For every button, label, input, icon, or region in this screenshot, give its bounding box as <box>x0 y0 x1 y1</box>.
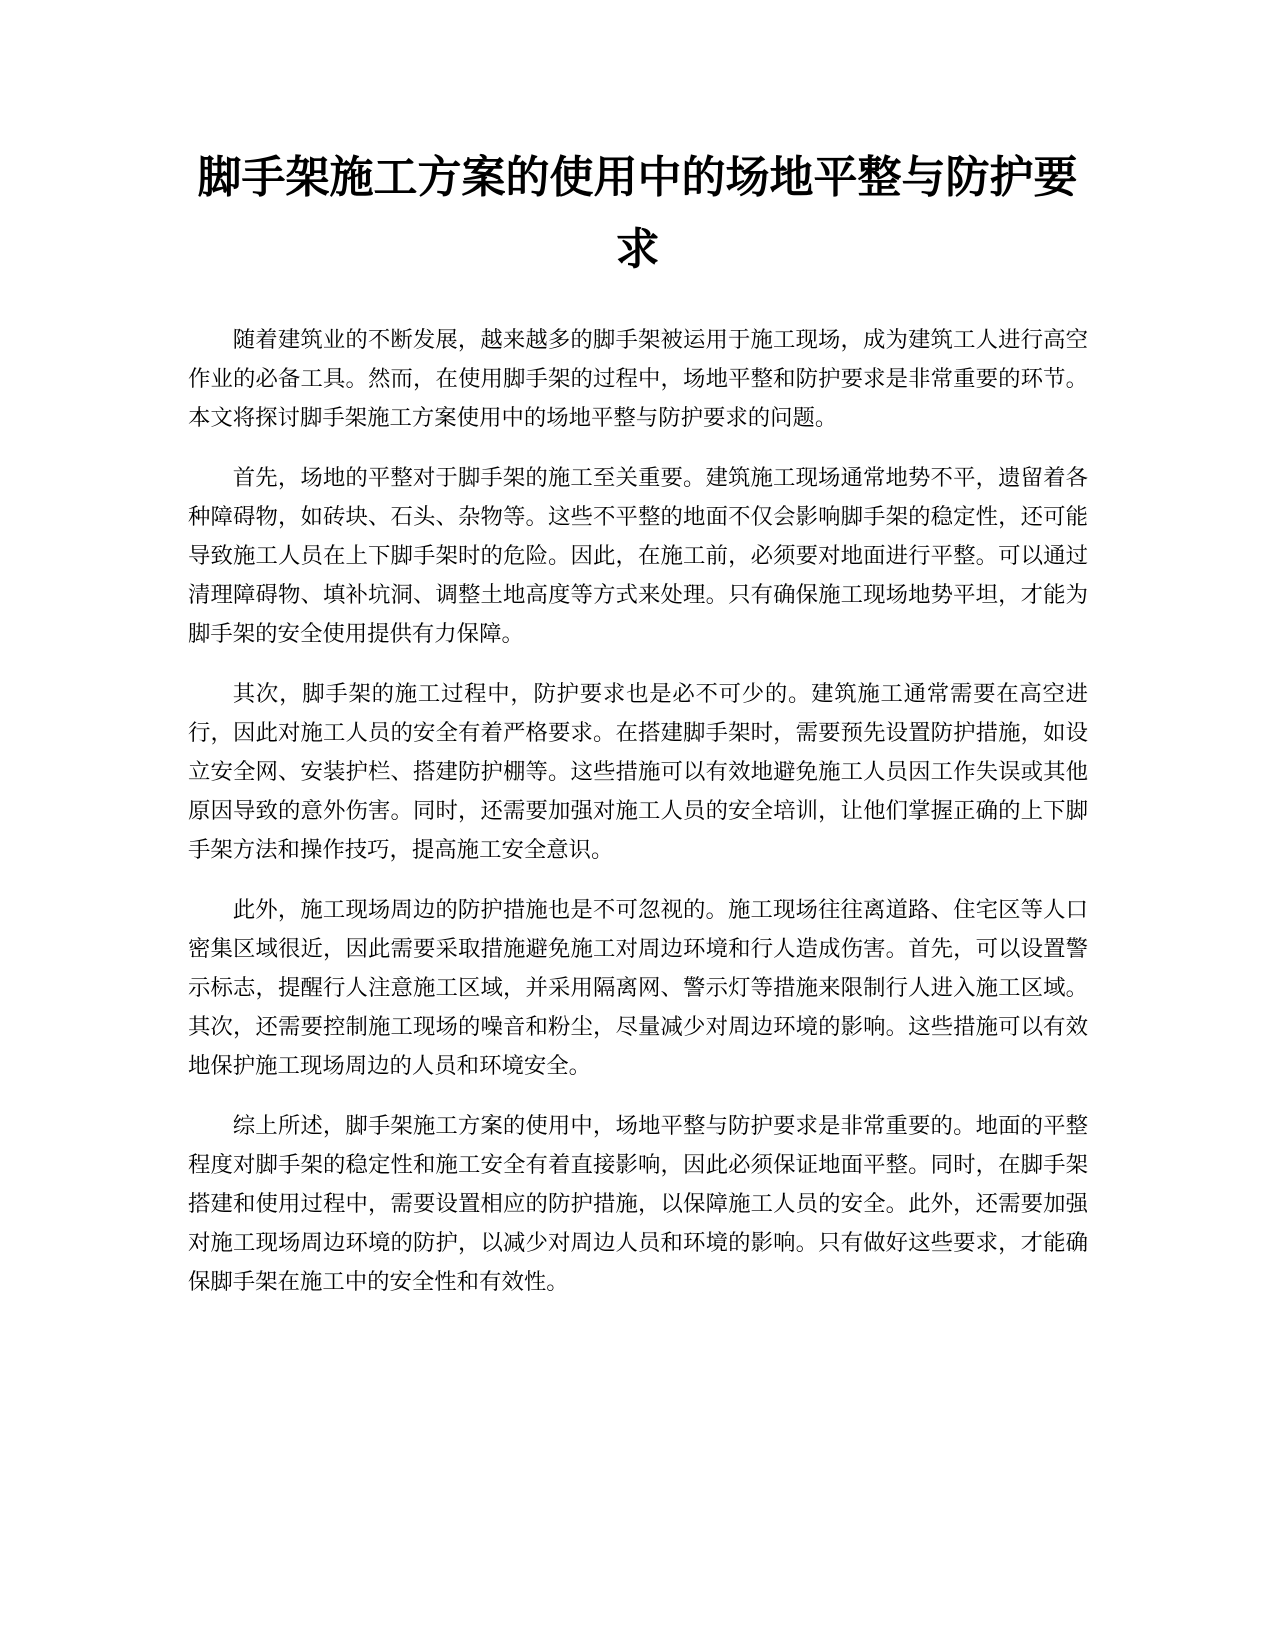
paragraph-protection: 其次，脚手架的施工过程中，防护要求也是必不可少的。建筑施工通常需要在高空进行，因此对施工人员的安全有着严格要求。在搭建脚手架时，需要预先设置防护措施，如设立安全网、安装护栏、搭建防护棚等。这些措施可以有效地避免施工人员因工作失误或其他原因导致的意外伤害。同时，还需要加强对施工人员的安全培训，让他们掌握正确的上下脚手架方法和操作技巧，提高施工安全意识。 <box>188 681 1088 863</box>
paragraph-conclusion: 综上所述，脚手架施工方案的使用中，场地平整与防护要求是非常重要的。地面的平整程度对脚手架的稳定性和施工安全有着直接影响，因此必须保证地面平整。同时，在脚手架搭建和使用过程中，需要设置相应的防护措施，以保障施工人员的安全。此外，还需要加强对施工现场周边环境的防护，以减少对周边人员和环境的影响。只有做好这些要求，才能确保脚手架在施工中的安全性和有效性。 <box>188 1113 1088 1295</box>
paragraph-site-leveling: 首先，场地的平整对于脚手架的施工至关重要。建筑施工现场通常地势不平，遗留着各种障碍物，如砖块、石头、杂物等。这些不平整的地面不仅会影响脚手架的稳定性，还可能导致施工人员在上下脚手架时的危险。因此，在施工前，必须要对地面进行平整。可以通过清理障碍物、填补坑洞、调整土地高度等方式来处理。只有确保施工现场地势平坦，才能为脚手架的安全使用提供有力保障。 <box>188 465 1088 647</box>
document-body <box>188 321 1088 1323</box>
paragraph-intro: 随着建筑业的不断发展，越来越多的脚手架被运用于施工现场，成为建筑工人进行高空作业的必备工具。然而，在使用脚手架的过程中，场地平整和防护要求是非常重要的环节。本文将探讨脚手架施工方案使用中的场地平整与防护要求的问题。 <box>188 327 1088 431</box>
paragraph-surroundings: 此外，施工现场周边的防护措施也是不可忽视的。施工现场往往离道路、住宅区等人口密集区域很近，因此需要采取措施避免施工对周边环境和行人造成伤害。首先，可以设置警示标志，提醒行人注意施工区域，并采用隔离网、警示灯等措施来限制行人进入施工区域。其次，还需要控制施工现场的噪音和粉尘，尽量减少对周边环境的影响。这些措施可以有效地保护施工现场周边的人员和环境安全。 <box>188 897 1088 1079</box>
document-title: 脚手架施工方案的使用中的场地平整与防护要求 <box>197 152 1078 275</box>
